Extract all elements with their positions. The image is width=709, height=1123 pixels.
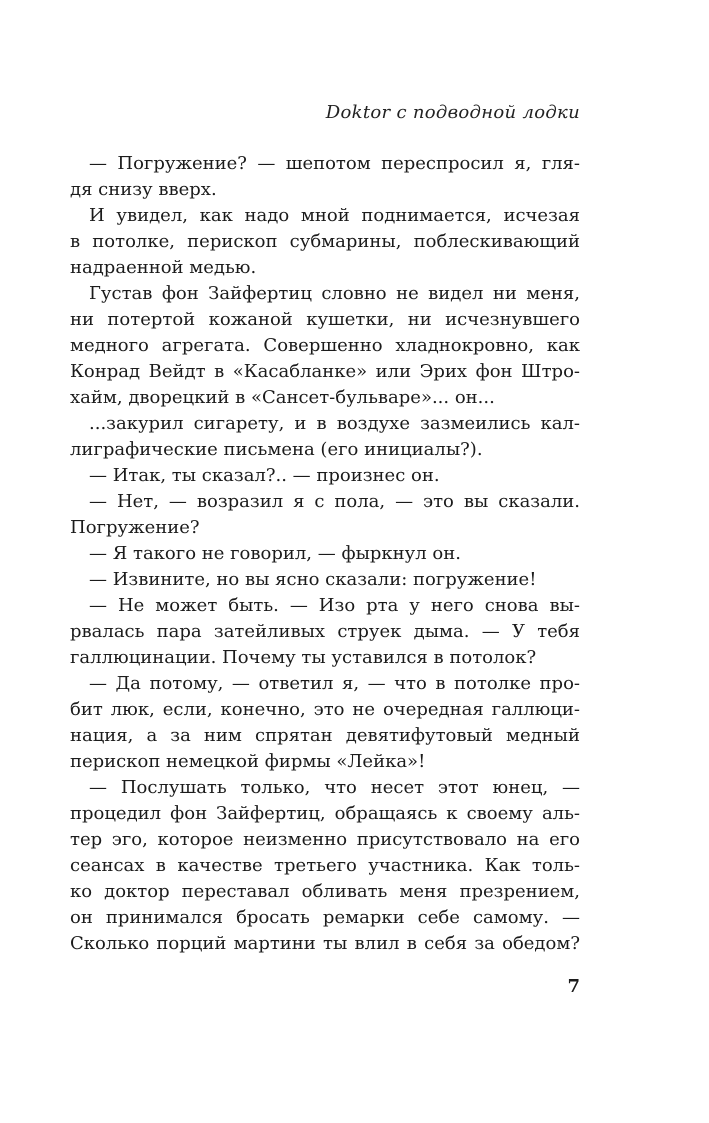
text-line: ко доктор переставал обливать меня презрением, — [70, 881, 580, 902]
running-header: Doktor с подводной лодки — [325, 102, 580, 123]
text-line: — Не может быть. — Изо рта у него снова вы- — [89, 595, 580, 616]
text-line: Погружение? — [70, 517, 200, 538]
text-line: — Итак, ты сказал?.. — произнес он. — [89, 465, 440, 486]
body-text — [70, 151, 580, 957]
text-line: — Погружение? — шепотом переспросил я, гля- — [89, 153, 580, 174]
text-line: — Я такого не говорил, — фыркнул он. — [89, 543, 461, 564]
text-line: — Послушать только, что несет этот юнец, — — [89, 777, 580, 798]
text-line: перископ немецкой фирмы «Лейка»! — [70, 751, 426, 772]
text-line: сеансах в качестве третьего участника. Как толь- — [70, 855, 580, 876]
text-line: ни потертой кожаной кушетки, ни исчезнувшего — [70, 309, 580, 330]
text-line: дя снизу вверх. — [70, 179, 217, 200]
text-line: хайм, дворецкий в «Сансет-бульваре»... он... — [70, 387, 495, 408]
text-line: — Нет, — возразил я с пола, — это вы сказали. — [89, 491, 580, 512]
text-line: И увидел, как надо мной поднимается, исчезая — [89, 205, 580, 226]
text-line: ...закурил сигарету, и в воздухе зазмеились кал- — [89, 413, 580, 434]
text-line: нация, а за ним спрятан девятифутовый медный — [70, 725, 580, 746]
text-line: Конрад Вейдт в «Касабланке» или Эрих фон Штро- — [70, 361, 580, 382]
text-line: Сколько порций мартини ты влил в себя за обедом? — [70, 933, 580, 954]
text-line: бит люк, если, конечно, это не очередная галлюци- — [70, 699, 580, 720]
text-line: лиграфические письмена (его инициалы?). — [70, 439, 483, 460]
text-line: Густав фон Зайфертиц словно не видел ни меня, — [89, 283, 580, 304]
text-line: галлюцинации. Почему ты уставился в потолок? — [70, 647, 537, 668]
text-line: надраенной медью. — [70, 257, 257, 278]
text-line: — Да потому, — ответил я, — что в потолке про- — [89, 673, 580, 694]
page-number: 7 — [567, 976, 580, 997]
text-line: — Извините, но вы ясно сказали: погружение! — [89, 569, 537, 590]
text-line: процедил фон Зайфертиц, обращаясь к своему аль- — [70, 803, 580, 824]
text-line: он принимался бросать ремарки себе самому. — — [70, 907, 580, 928]
text-line: тер эго, которое неизменно присутствовало на его — [70, 829, 580, 850]
text-line: рвалась пара затейливых струек дыма. — У тебя — [70, 621, 580, 642]
text-line: в потолке, перископ субмарины, поблескивающий — [70, 231, 580, 252]
text-line: медного агрегата. Совершенно хладнокровно, как — [70, 335, 580, 356]
